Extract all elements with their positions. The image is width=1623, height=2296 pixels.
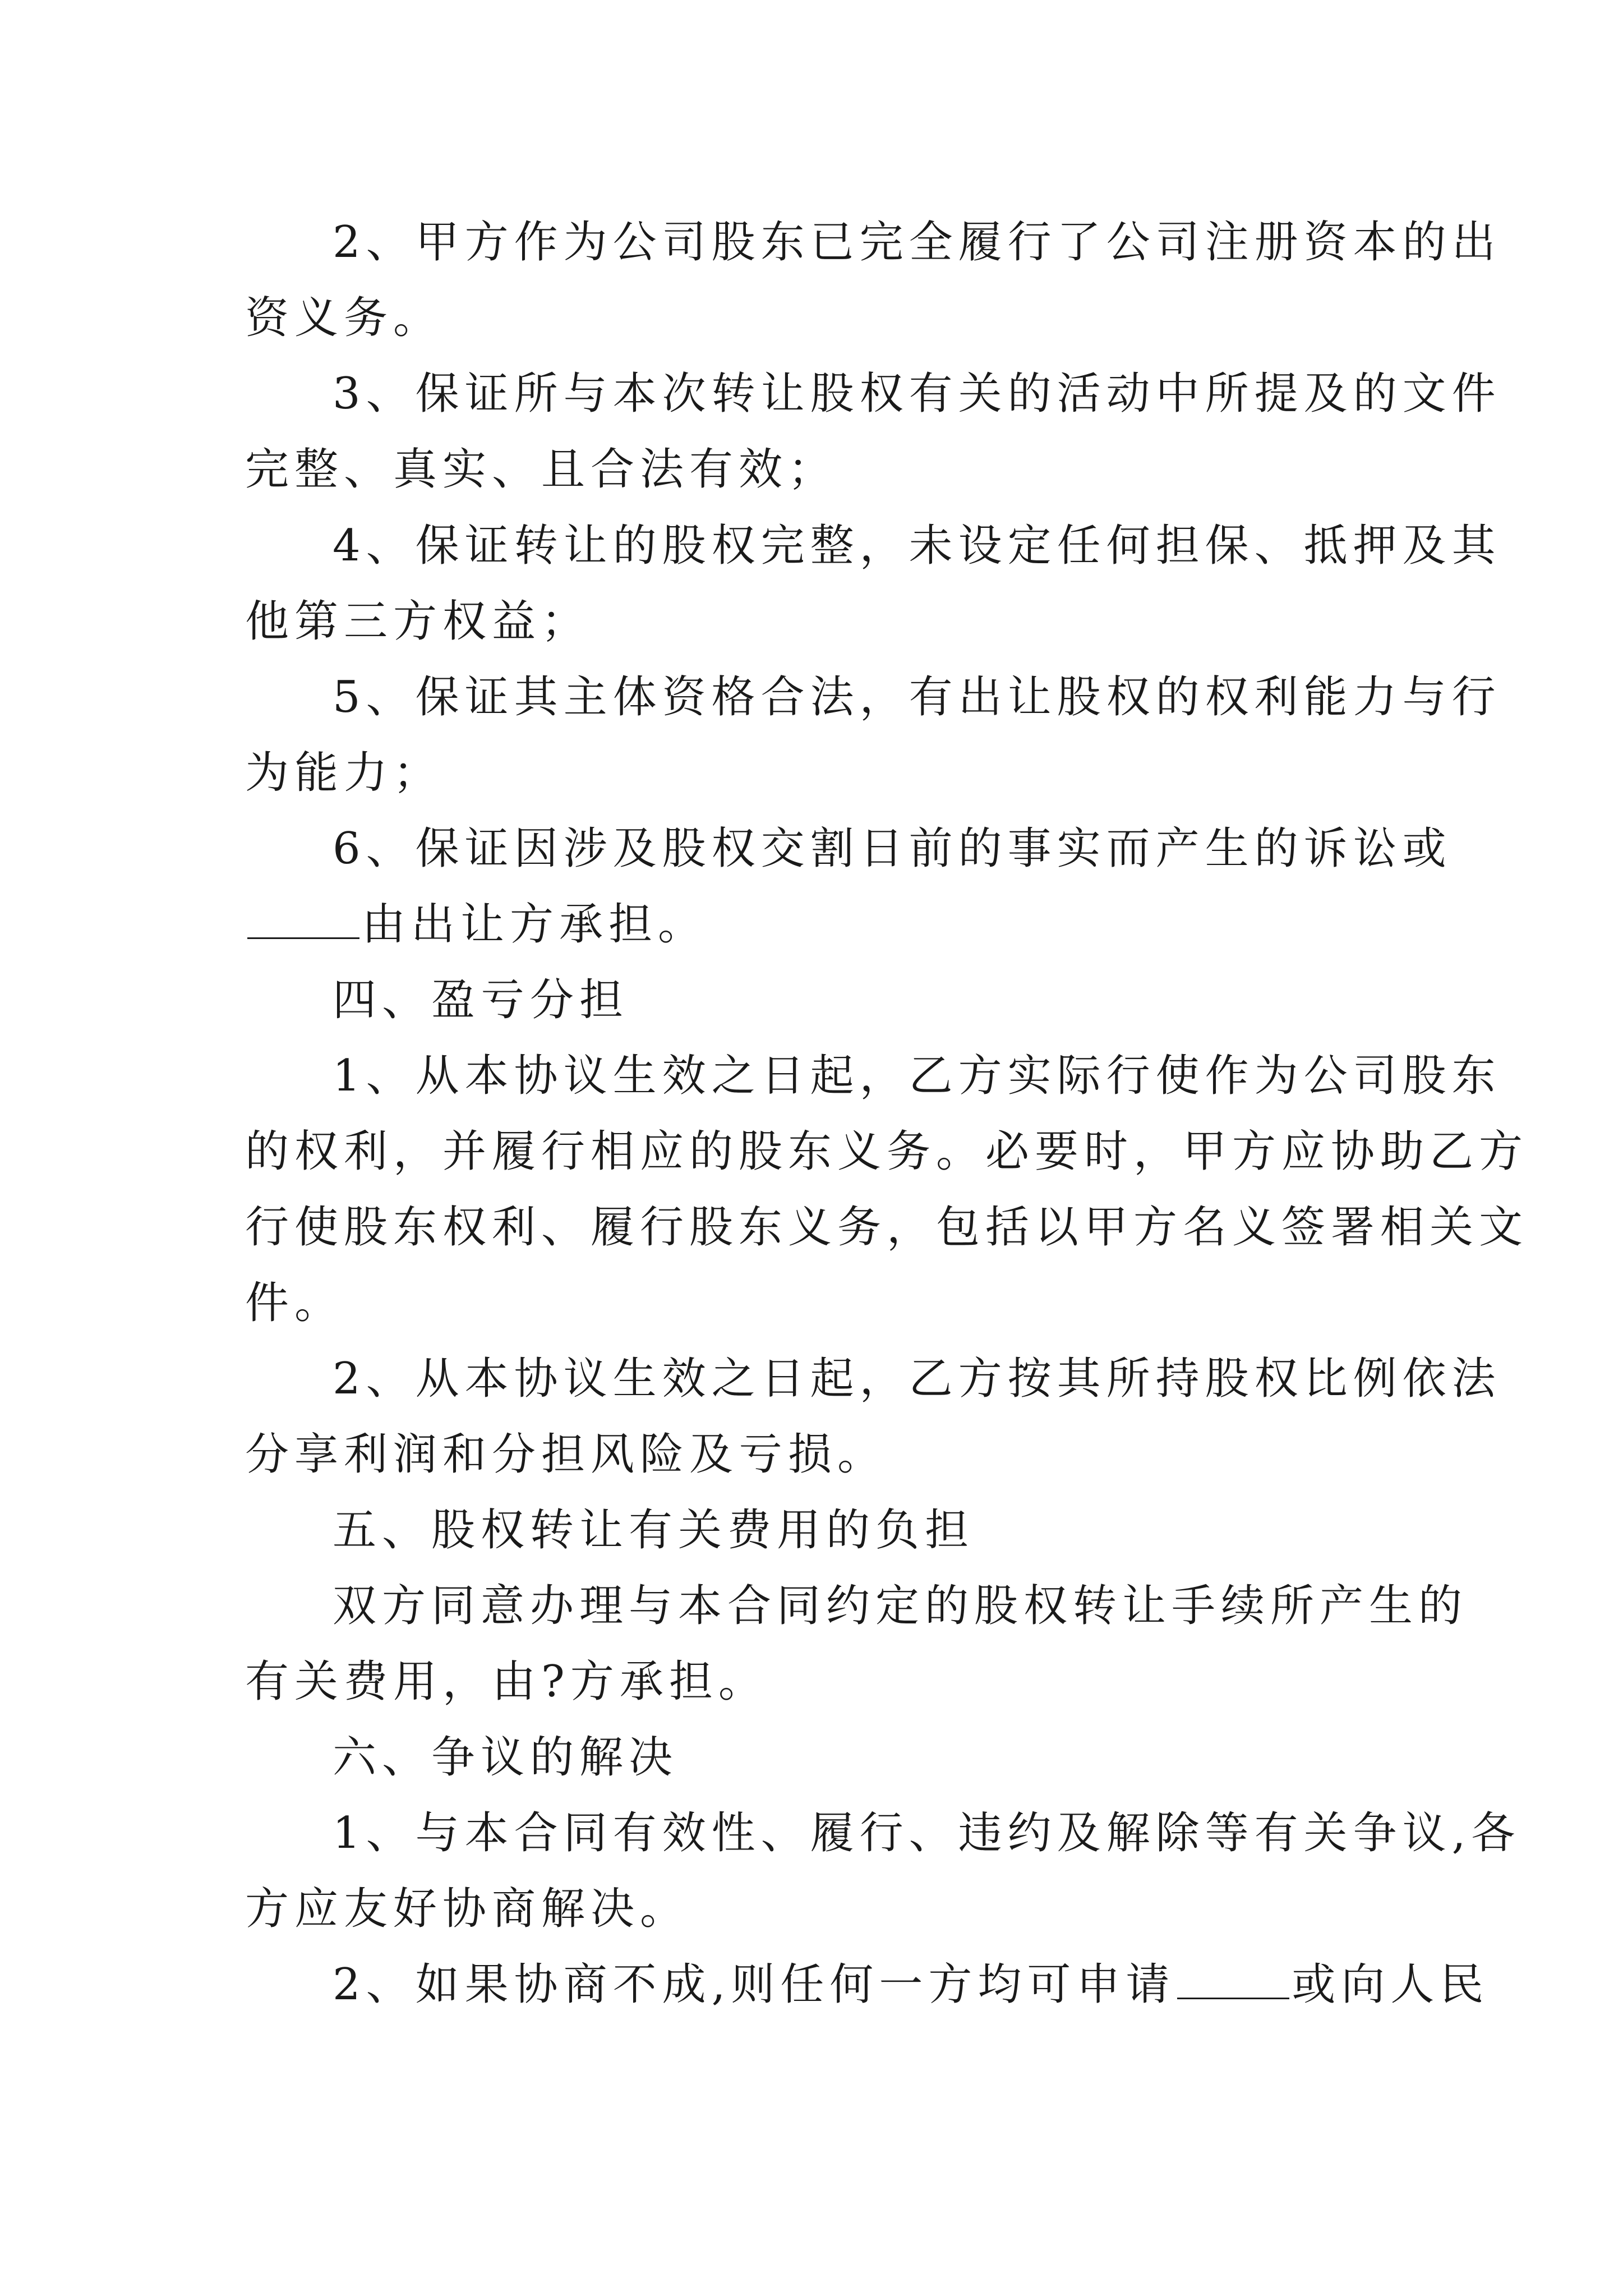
paragraph-6-line-2 [0,885,1623,964]
section-5-heading: 五、股权转让有关费用的负担 [333,1505,975,1556]
section-6-heading: 六、争议的解决 [333,1732,679,1783]
section-4-item-1-line-2: 的权利，并履行相应的股东义务。必要时，甲方应协助乙方 [245,1126,1529,1177]
section-6-item-2-line-1 [0,1945,1623,2024]
section-4-item-2-line-2: 分享利润和分担风险及亏损。 [245,1429,887,1480]
paragraph-6-line-2-text: 由出让方承担。 [362,899,708,950]
section-6-item-1-line-2: 方应友好协商解决。 [245,1884,690,1934]
section-4-item-2-line-1: 2、从本协议生效之日起，乙方按其所持股权比例依法 [333,1354,1501,1404]
paragraph-3-line-1: 3、保证所与本次转让股权有关的活动中所提及的文件 [333,369,1501,419]
section-6-item-2-text-before-blank: 2、如果协商不成,则任何一方均可申请 [333,1959,1175,2010]
section-6-item-2-text-after-blank: 或向人民 [1292,1959,1490,2010]
section-4-heading: 四、盈亏分担 [333,975,629,1025]
paragraph-2-line-2: 资义务。 [245,293,443,343]
fill-in-blank [1177,1955,1289,1999]
section-5-paragraph-line-1: 双方同意办理与本合同约定的股权转让手续所产生的 [333,1581,1468,1631]
section-5-paragraph-line-2: 有关费用，由?方承担。 [245,1657,768,1707]
paragraph-4-line-1: 4、保证转让的股权完整，未设定任何担保、抵押及其 [333,521,1501,571]
paragraph-3-line-2: 完整、真实、且合法有效； [245,444,838,495]
fill-in-blank [247,895,359,939]
paragraph-6-line-1: 6、保证因涉及股权交割日前的事实而产生的诉讼或 [333,823,1452,874]
paragraph-5-line-2: 为能力； [245,748,443,798]
paragraph-2-line-1: 2、甲方作为公司股东已完全履行了公司注册资本的出 [333,217,1501,268]
paragraph-5-line-1: 5、保证其主体资格合法，有出让股权的权利能力与行 [333,672,1501,723]
section-4-item-1-line-3: 行使股东权利、履行股东义务，包括以甲方名义签署相关文 [245,1202,1529,1253]
section-4-item-1-line-4: 件。 [245,1278,344,1328]
section-6-item-1-line-1: 1、与本合同有效性、履行、违约及解除等有关争议,各 [333,1808,1521,1858]
paragraph-4-line-2: 他第三方权益； [245,596,591,647]
section-4-item-1-line-1: 1、从本协议生效之日起，乙方实际行使作为公司股东 [333,1051,1501,1101]
